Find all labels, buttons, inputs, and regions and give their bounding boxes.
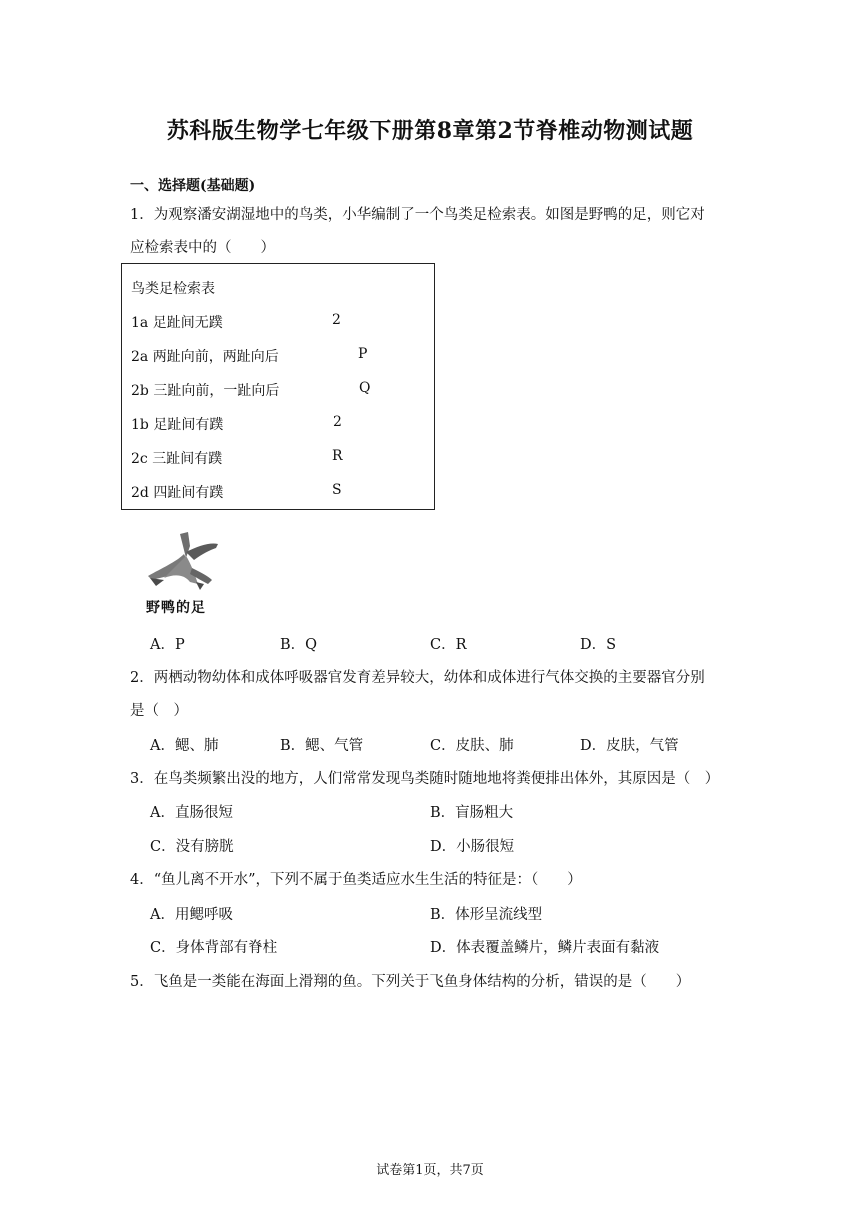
- question-4-text: 4．“鱼儿离不开水”，下列不属于鱼类适应水生生活的特征是：（ ）: [130, 872, 582, 888]
- key-row-value: S: [332, 482, 342, 498]
- page-title: 苏科版生物学七年级下册第8章第2节脊椎动物测试题: [166, 118, 694, 144]
- key-table-header: 鸟类足检索表: [131, 281, 215, 297]
- key-row-label: 1b 足趾间有蹼: [131, 417, 224, 433]
- key-row-label: 2c 三趾间有蹼: [131, 451, 223, 467]
- page-footer: 试卷第1页，共7页: [376, 1163, 484, 1178]
- question-4-option-d[interactable]: D．体表覆盖鳞片，鳞片表面有黏液: [430, 940, 660, 956]
- question-4-option-a[interactable]: A．用鳃呼吸: [150, 907, 233, 923]
- key-row-value: R: [332, 448, 343, 464]
- question-3-option-d[interactable]: D．小肠很短: [430, 839, 515, 855]
- question-1-text-cont: 应检索表中的（ ）: [130, 240, 275, 256]
- question-3-text: 3．在鸟类频繁出没的地方，人们常常发现鸟类随时随地地将粪便排出体外，其原因是（ ）: [130, 771, 720, 787]
- question-3-option-c[interactable]: C．没有膀胱: [150, 839, 234, 855]
- question-2-option-b[interactable]: B．鳃、气管: [280, 738, 364, 754]
- key-row-value: 2: [332, 312, 341, 328]
- question-2-text-cont: 是（ ）: [130, 703, 188, 719]
- bird-foot-key-table: [121, 263, 435, 510]
- question-1-option-c[interactable]: C．R: [430, 637, 467, 653]
- question-1-option-a[interactable]: A．P: [150, 637, 185, 653]
- question-5-text: 5．飞鱼是一类能在海面上滑翔的鱼。下列关于飞鱼身体结构的分析，错误的是（ ）: [130, 974, 691, 990]
- question-2-option-a[interactable]: A．鳃、肺: [150, 738, 219, 754]
- section-heading: 一、选择题(基础题): [130, 178, 256, 194]
- key-row-label: 2d 四趾间有蹼: [131, 485, 224, 501]
- key-row-value: P: [358, 346, 368, 362]
- question-1-option-b[interactable]: B．Q: [280, 637, 318, 653]
- question-2-option-d[interactable]: D．皮肤，气管: [580, 738, 679, 754]
- question-3-option-a[interactable]: A．直肠很短: [150, 805, 233, 821]
- question-1-option-d[interactable]: D．S: [580, 637, 617, 653]
- key-row-value: Q: [359, 380, 371, 396]
- question-4-option-b[interactable]: B．体形呈流线型: [430, 907, 543, 923]
- key-row-label: 2a 两趾向前，两趾向后: [131, 349, 279, 365]
- question-3-option-b[interactable]: B．盲肠粗大: [430, 805, 514, 821]
- question-4-option-c[interactable]: C．身体背部有脊柱: [150, 940, 278, 956]
- question-2-text: 2．两栖动物幼体和成体呼吸器官发育差异较大，幼体和成体进行气体交换的主要器官分别: [130, 670, 705, 686]
- question-1-text: 1．为观察潘安湖湿地中的鸟类，小华编制了一个鸟类足检索表。如图是野鸭的足，则它对: [130, 207, 705, 223]
- key-row-value: 2: [333, 414, 342, 430]
- figure-caption: 野鸭的足: [146, 600, 206, 616]
- key-row-label: 2b 三趾向前，一趾向后: [131, 383, 280, 399]
- question-2-option-c[interactable]: C．皮肤、肺: [430, 738, 514, 754]
- key-row-label: 1a 足趾间无蹼: [131, 315, 223, 331]
